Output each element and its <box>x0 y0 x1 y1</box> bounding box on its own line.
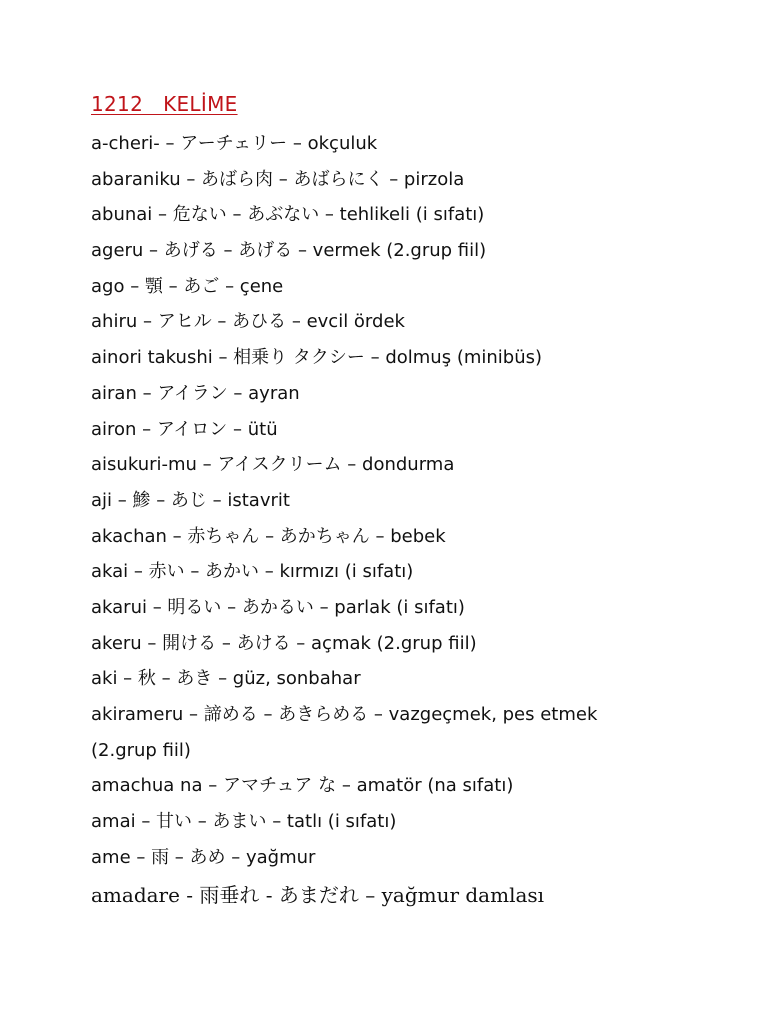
list-item: aki – 秋 – あき – güz, sonbahar <box>91 668 361 690</box>
list-item: akarui – 明るい – あかるい – parlak (i sıfatı) <box>91 596 465 618</box>
list-item: abaraniku – あばら肉 – あばらにく – pirzola <box>91 168 465 190</box>
list-item: amachua na – アマチュア な – amatör (na sıfatı) <box>91 775 514 797</box>
vocabulary-list <box>91 126 731 915</box>
list-item: akai – 赤い – あかい – kırmızı (i sıfatı) <box>91 561 414 583</box>
list-item: a-cheri- – アーチェリー – okçuluk <box>91 133 378 154</box>
list-item: ainori takushi – 相乗り タクシー – dolmuş (minibüs) <box>91 347 543 369</box>
list-item: ageru – あげる – あげる – vermek (2.grup fiil) <box>91 240 487 262</box>
list-item: amadare - 雨垂れ - あまだれ – yağmur damlası <box>91 883 545 908</box>
list-item: akirameru – 諦める – あきらめる – vazgeçmek, pes etmek <box>91 704 598 725</box>
list-item: aisukuri-mu – アイスクリーム – dondurma <box>91 454 455 476</box>
list-item: akachan – 赤ちゃん – あかちゃん – bebek <box>91 525 446 547</box>
list-item: airon – アイロン – ütü <box>91 418 278 440</box>
list-item: ame – 雨 – あめ – yağmur <box>91 846 316 868</box>
list-item: akeru – 開ける – あける – açmak (2.grup fiil) <box>91 632 477 654</box>
list-item-continuation: (2.grup fiil) <box>91 739 191 761</box>
list-item: amai – 甘い – あまい – tatlı (i sıfatı) <box>91 811 397 833</box>
page-title: 1212 KELİME <box>91 92 238 116</box>
list-item: ahiru – アヒル – あひる – evcil ördek <box>91 311 405 333</box>
list-item: airan – アイラン – ayran <box>91 382 300 404</box>
list-item: abunai – 危ない – あぶない – tehlikeli (i sıfatı) <box>91 204 485 226</box>
list-item: aji – 鯵 – あじ – istavrit <box>91 489 290 511</box>
list-item: ago – 顎 – あご – çene <box>91 275 284 297</box>
